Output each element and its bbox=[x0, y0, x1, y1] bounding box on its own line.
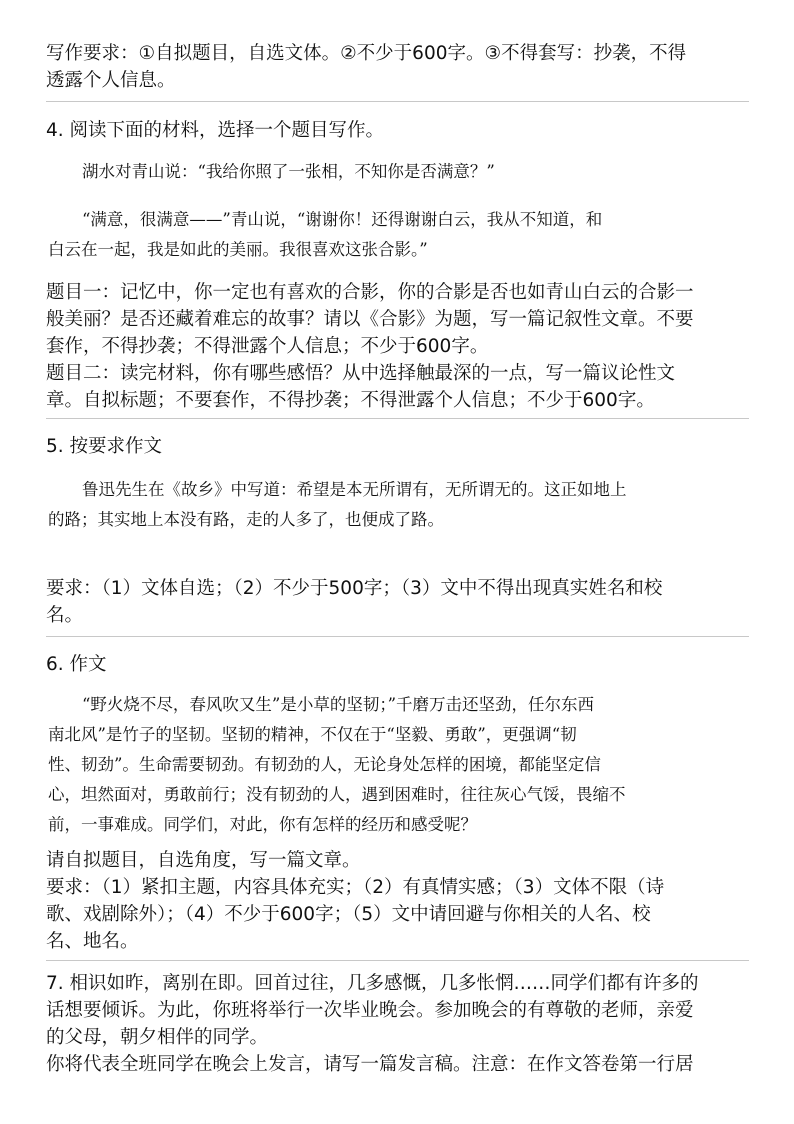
question-4-material-2 bbox=[48, 205, 752, 265]
text-line: 般美丽？是否还藏着难忘的故事？请以《合影》为题，写一篇记叙性文章。不要 bbox=[46, 309, 694, 330]
text-line: 请自拟题目，自选角度，写一篇文章。 bbox=[46, 850, 361, 871]
question-6-requirements bbox=[46, 847, 752, 955]
text-line: 7. 相识如昨，离别在即。回首过往，几多感慨，几多怅惘……同学们都有许多的 bbox=[46, 973, 699, 994]
text-line: 名。 bbox=[46, 605, 84, 626]
question-4-material-1 bbox=[48, 157, 752, 187]
divider bbox=[46, 101, 749, 102]
text-line: 套作，不得抄袭；不得泄露个人信息；不少于600字。 bbox=[46, 336, 489, 357]
divider bbox=[46, 418, 749, 419]
question-4-topics bbox=[46, 279, 752, 414]
text-line: 你将代表全班同学在晚会上发言，请写一篇发言稿。注意：在作文答卷第一行居 bbox=[46, 1054, 694, 1075]
text-line: 歌、戏剧除外）；（4）不少于600字；（5）文中请回避与你相关的人名、校 bbox=[46, 904, 651, 925]
question-5-heading: 5. 按要求作文 bbox=[46, 436, 163, 457]
text-line: 题目一：记忆中，你一定也有喜欢的合影，你的合影是否也如青山白云的合影一 bbox=[46, 282, 694, 303]
question-5-requirements bbox=[46, 575, 752, 629]
text-line: 要求：（1）文体自选；（2）不少于500字；（3）文中不得出现真实姓名和校 bbox=[46, 578, 663, 599]
text-line: 透露个人信息。 bbox=[46, 70, 176, 91]
text-line: “野火烧不尽，春风吹又生”是小草的坚韧；”千磨万击还坚劲，任尔东西 bbox=[82, 695, 595, 714]
text-line: 名、地名。 bbox=[46, 931, 139, 952]
text-line: 话想要倾诉。为此，你班将举行一次毕业晚会。参加晚会的有尊敬的老师，亲爱 bbox=[46, 1000, 694, 1021]
text-line: 湖水对青山说：“我给你照了一张相，不知你是否满意？” bbox=[82, 162, 495, 181]
divider bbox=[46, 636, 749, 637]
writing-requirements-top bbox=[46, 40, 752, 94]
question-6-heading: 6. 作文 bbox=[46, 654, 107, 675]
text-line: 章。自拟标题；不要套作，不得抄袭；不得泄露个人信息；不少于600字。 bbox=[46, 390, 655, 411]
text-line: 写作要求：①自拟题目，自选文体。②不少于600字。③不得套写：抄袭，不得 bbox=[46, 43, 687, 64]
text-line: 前，一事难成。同学们，对此，你有怎样的经历和感受呢？ bbox=[48, 815, 477, 834]
text-line: 题目二：读完材料，你有哪些感悟？从中选择触最深的一点，写一篇议论性文 bbox=[46, 363, 676, 384]
text-line: 要求：（1）紧扣主题，内容具体充实；（2）有真情实感；（3）文体不限（诗 bbox=[46, 877, 665, 898]
question-6-material bbox=[48, 690, 752, 840]
question-4-heading: 4. 阅读下面的材料，选择一个题目写作。 bbox=[46, 120, 385, 141]
text-line: 的路；其实地上本没有路，走的人多了，也便成了路。 bbox=[48, 510, 444, 529]
divider bbox=[46, 960, 749, 961]
text-line: 鲁迅先生在《故乡》中写道：希望是本无所谓有，无所谓无的。这正如地上 bbox=[82, 480, 627, 499]
text-line: 白云在一起，我是如此的美丽。我很喜欢这张合影。” bbox=[48, 240, 428, 259]
question-5-material bbox=[48, 475, 752, 535]
text-line: “满意，很满意——”青山说，“谢谢你！还得谢谢白云，我从不知道，和 bbox=[82, 210, 603, 229]
text-line: 性、韧劲”。生命需要韧劲。有韧劲的人，无论身处怎样的困境，都能坚定信 bbox=[48, 755, 601, 774]
text-line: 心，坦然面对，勇敢前行；没有韧劲的人，遇到困难时，往往灰心气馁，畏缩不 bbox=[48, 785, 626, 804]
text-line: 的父母，朝夕相伴的同学。 bbox=[46, 1027, 269, 1048]
text-line: 南北风”是竹子的坚韧。坚韧的精神，不仅在于“坚毅、勇敢”，更强调“韧 bbox=[48, 725, 577, 744]
question-7 bbox=[46, 970, 752, 1078]
